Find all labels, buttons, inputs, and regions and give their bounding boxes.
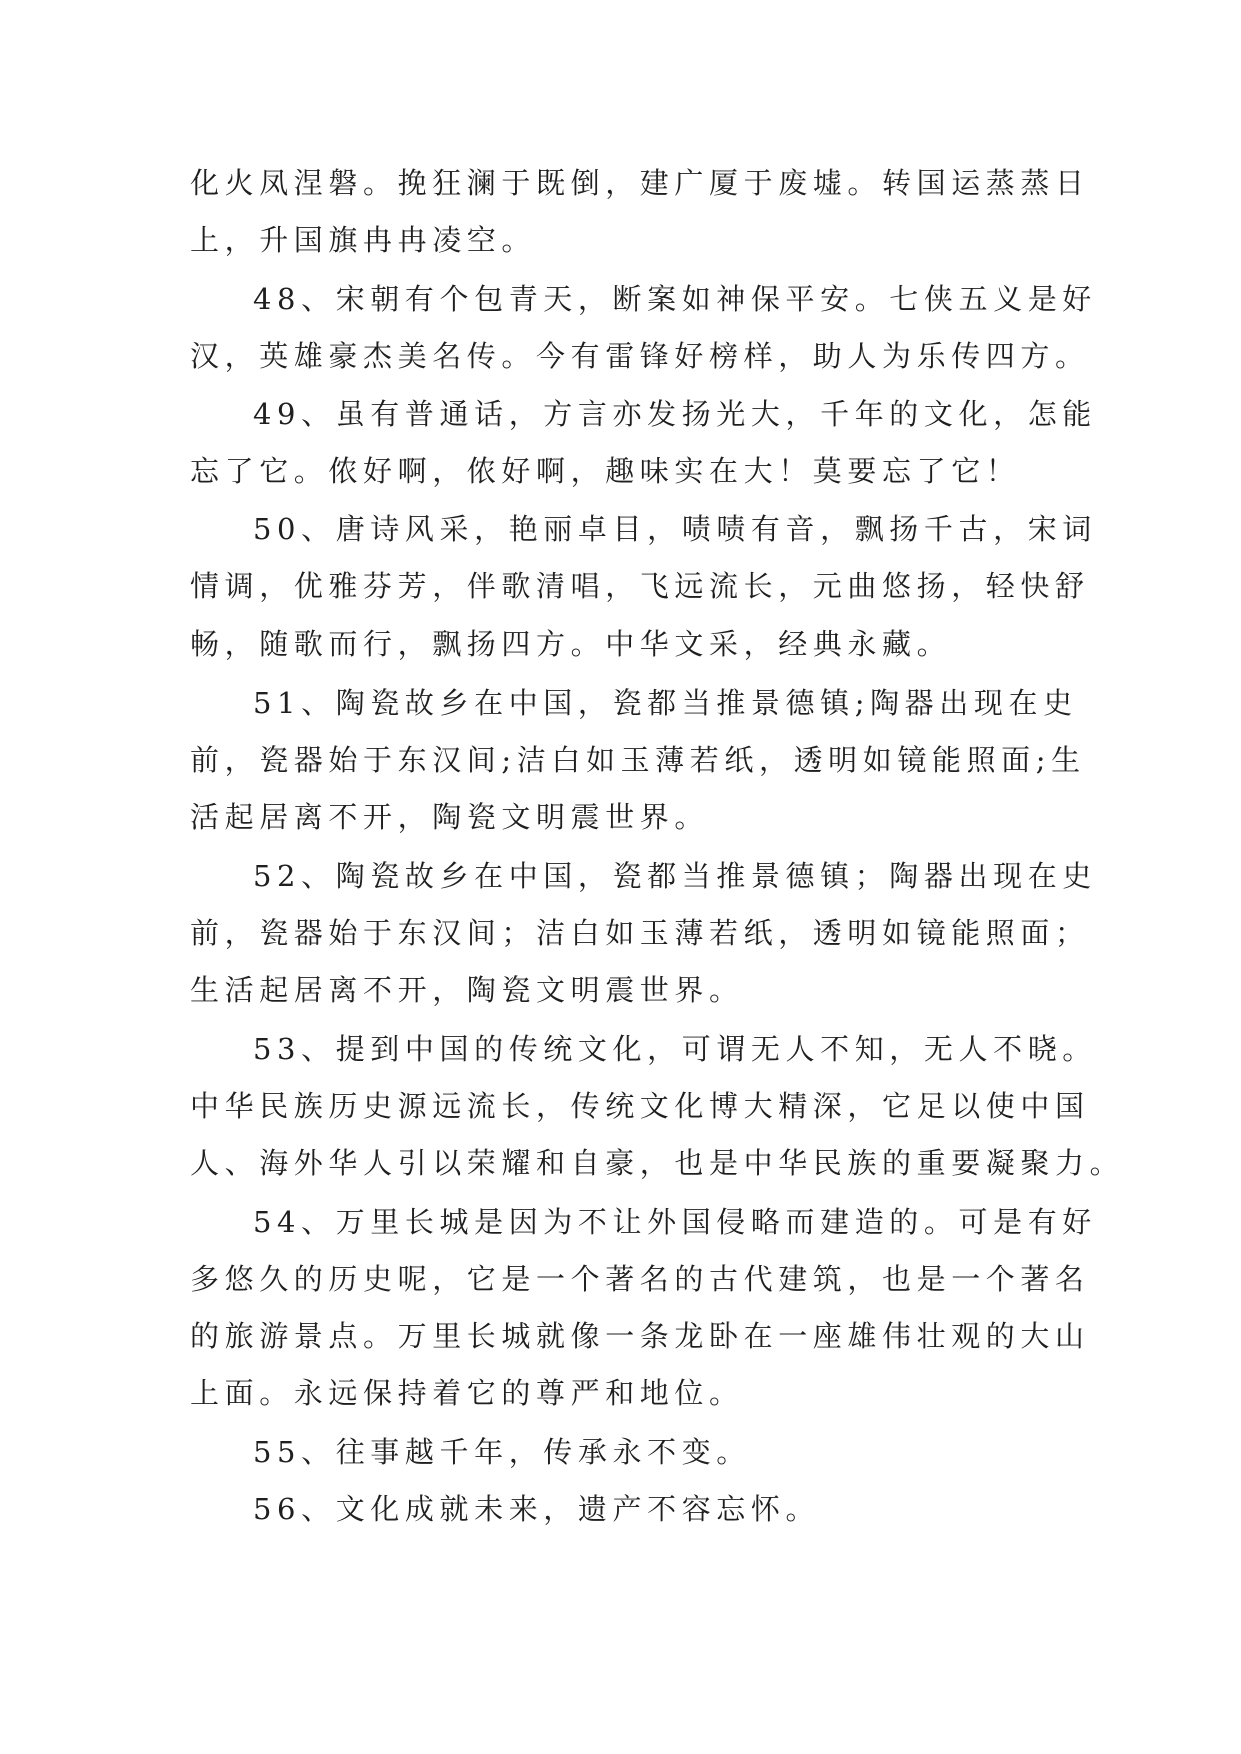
text-line: 50、唐诗风采，艳丽卓目，啧啧有音，飘扬千古，宋词 [253,512,1097,546]
text-line: 的旅游景点。万里长城就像一条龙卧在一座雄伟壮观的大山 [190,1319,1090,1353]
text-line: 51、陶瓷故乡在中国，瓷都当推景德镇;陶器出现在史 [253,686,1078,720]
text-line: 49、虽有普通话，方言亦发扬光大，千年的文化，怎能 [253,397,1097,431]
text-line: 上面。永远保持着它的尊严和地位。 [190,1376,744,1410]
text-line: 化火凤涅磐。挽狂澜于既倒，建广厦于废墟。转国运蒸蒸日 [190,166,1090,200]
text-line: 情调，优雅芬芳，伴歌清唱，飞远流长，元曲悠扬，轻快舒 [190,569,1090,603]
text-line: 畅，随歌而行，飘扬四方。中华文采，经典永藏。 [190,627,952,661]
text-line: 上，升国旗冉冉凌空。 [190,223,537,257]
text-line: 多悠久的历史呢，它是一个著名的古代建筑，也是一个著名 [190,1262,1090,1296]
text-line: 生活起居离不开，陶瓷文明震世界。 [190,973,744,1007]
text-line: 55、往事越千年，传承永不变。 [253,1435,751,1469]
text-line: 56、文化成就未来，遗产不容忘怀。 [253,1492,821,1526]
text-line: 活起居离不开，陶瓷文明震世界。 [190,800,710,834]
text-line: 53、提到中国的传统文化，可谓无人不知，无人不晓。 [253,1032,1097,1066]
text-line: 48、宋朝有个包青天，断案如神保平安。七侠五义是好 [253,282,1097,316]
text-line: 前，瓷器始于东汉间；洁白如玉薄若纸，透明如镜能照面； [190,916,1090,950]
text-line: 汉，英雄豪杰美名传。今有雷锋好榜样，助人为乐传四方。 [190,339,1090,373]
text-line: 忘了它。侬好啊，侬好啊，趣味实在大！莫要忘了它！ [190,454,1021,488]
text-line: 52、陶瓷故乡在中国，瓷都当推景德镇；陶器出现在史 [253,859,1097,893]
text-line: 54、万里长城是因为不让外国侵略而建造的。可是有好 [253,1205,1097,1239]
text-line: 人、海外华人引以荣耀和自豪，也是中华民族的重要凝聚力。 [190,1146,1125,1180]
text-line: 前，瓷器始于东汉间;洁白如玉薄若纸，透明如镜能照面;生 [190,743,1086,777]
text-line: 中华民族历史源远流长，传统文化博大精深，它足以使中国 [190,1089,1090,1123]
